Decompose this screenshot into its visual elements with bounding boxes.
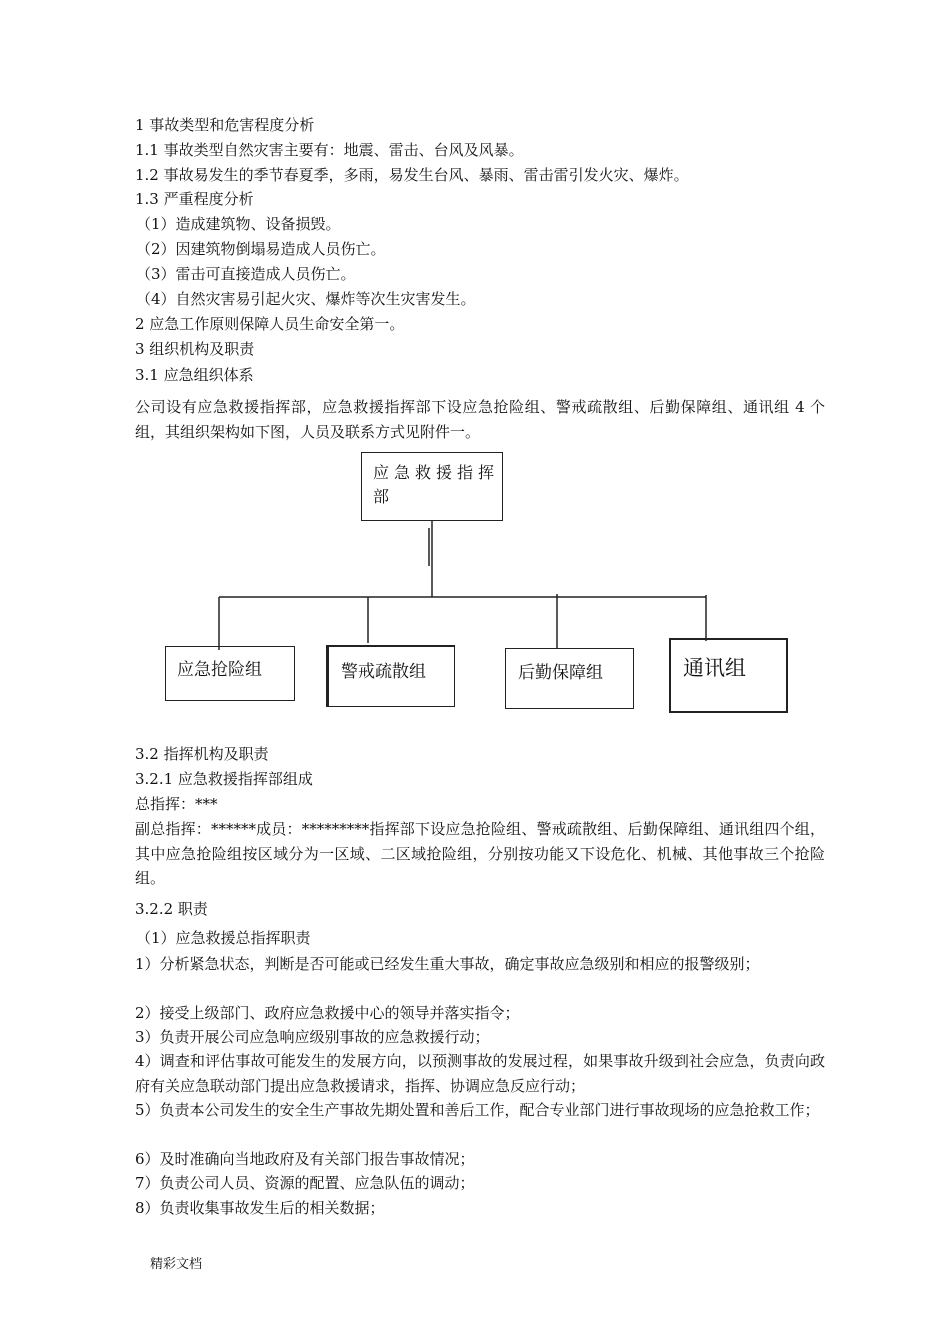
heading-3-2-2: 3.2.2 职责 — [135, 900, 208, 918]
heading-3-2-1: 3.2.1 应急救援指挥部组成 — [135, 770, 313, 788]
org-intro-paragraph: 公司设有应急救援指挥部，应急救援指挥部下设应急抢险组、警戒疏散组、后勤保障组、通讯组 4 个组，其组织架构如下图，人员及联系方式见附件一。 — [135, 398, 825, 441]
line-1-1: 1.1 事故类型自然灾害主要有：地震、雷击、台风及风暴。 — [135, 141, 524, 159]
org-box-label: 后勤保障组 — [518, 663, 603, 683]
commander-line: 总指挥：*** — [135, 795, 218, 813]
page-footer: 精彩文档 — [150, 1257, 203, 1272]
duty-item: 6）及时准确向当地政府及有关部门报告事故情况； — [135, 1150, 475, 1168]
heading-3: 3 组织机构及职责 — [135, 340, 255, 358]
list-item: （1）造成建筑物、设备损毁。 — [136, 215, 341, 233]
org-box-logistics — [505, 648, 634, 709]
heading-1: 1 事故类型和危害程度分析 — [135, 116, 315, 134]
duty-item: 7）负责公司人员、资源的配置、应急队伍的调动； — [135, 1174, 475, 1192]
org-box-rescue — [165, 646, 295, 701]
deputy-paragraph: 副总指挥：******成员：*********指挥部下设应急抢险组、警戒疏散组、后勤保障组、通讯组四个组，其中应急抢险组按区域分为一区域、二区域抢险组，分别按功能又下设危化、机械、其他事故三个抢险组。 — [135, 820, 825, 887]
heading-2: 2 应急工作原则保障人员生命安全第一。 — [135, 315, 405, 333]
list-item: （4）自然灾害易引起火灾、爆炸等次生灾害发生。 — [136, 290, 476, 308]
line-1-2: 1.2 事故易发生的季节春夏季，多雨，易发生台风、暴雨、雷击雷引发火灾、爆炸。 — [135, 166, 689, 184]
heading-3-2: 3.2 指挥机构及职责 — [135, 745, 269, 763]
duty-item: 4）调查和评估事故可能发生的发展方向，以预测事故的发展过程，如果事故升级到社会应急，负责向政府有关应急联动部门提出应急救援请求，指挥、协调应急反应行动； — [135, 1052, 825, 1095]
org-box-command — [361, 452, 503, 521]
duty-item: 3）负责开展公司应急响应级别事故的应急救援行动； — [135, 1028, 490, 1046]
org-box-label: 警戒疏散组 — [341, 662, 426, 682]
heading-3-1: 3.1 应急组织体系 — [135, 366, 254, 384]
list-item: （2）因建筑物倒塌易造成人员伤亡。 — [136, 240, 386, 258]
org-box-evacuation — [326, 645, 455, 707]
duty-item: 8）负责收集事故发生后的相关数据； — [135, 1199, 385, 1217]
duty-item: 1）分析紧急状态，判断是否可能或已经发生重大事故，确定事故应急级别和相应的报警级别； — [135, 955, 760, 973]
org-box-label: 通讯组 — [683, 656, 746, 680]
org-box-label: 应急救援指挥部 — [373, 463, 500, 506]
duty-heading: （1）应急救援总指挥职责 — [136, 929, 311, 947]
duty-item: 5）负责本公司发生的安全生产事故先期处置和善后工作，配合专业部门进行事故现场的应急抢救工作； — [135, 1101, 820, 1119]
duty-item: 2）接受上级部门、政府应急救援中心的领导并落实指令； — [135, 1004, 520, 1022]
heading-1-3: 1.3 严重程度分析 — [135, 190, 254, 208]
org-box-communication — [669, 638, 788, 713]
list-item: （3）雷击可直接造成人员伤亡。 — [136, 265, 356, 283]
org-box-label: 应急抢险组 — [177, 660, 262, 680]
